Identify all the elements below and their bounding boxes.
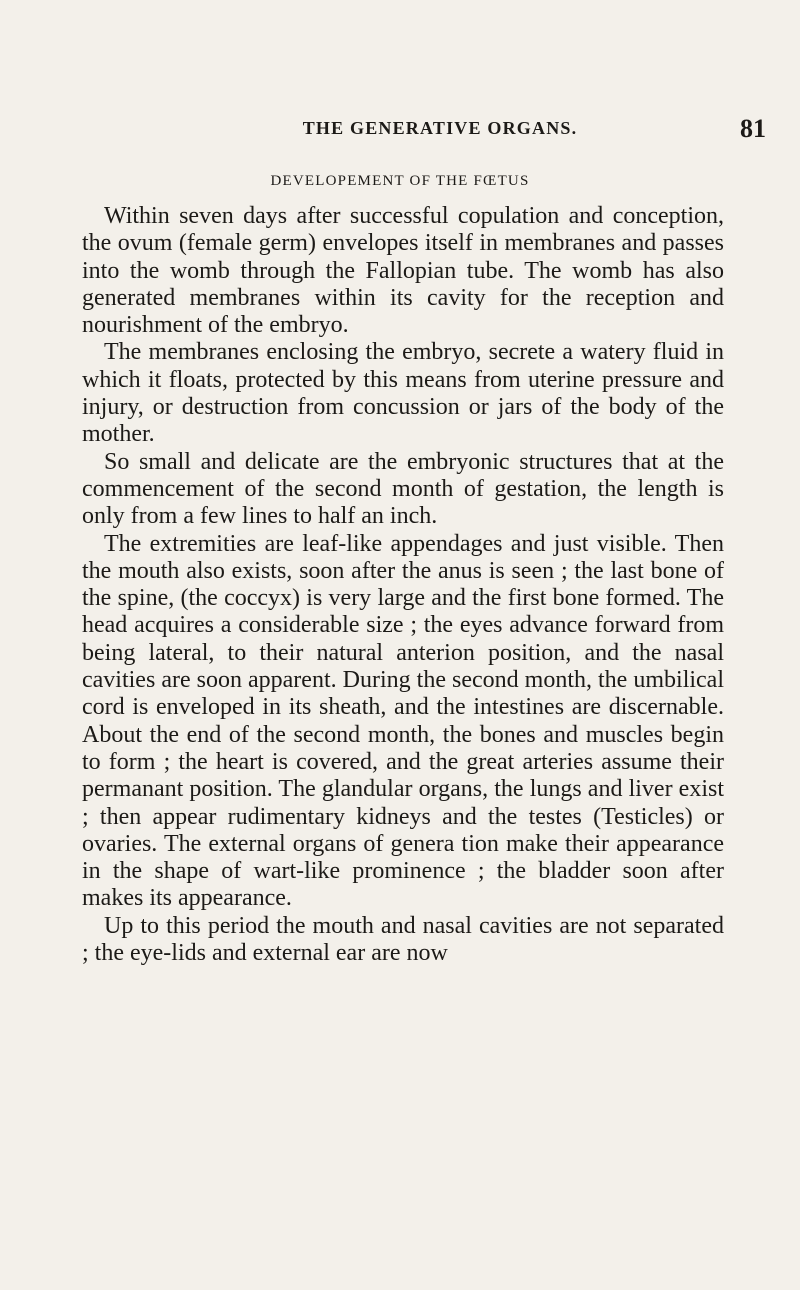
body-text <box>82 203 724 967</box>
paragraph-4: The extremities are leaf-like appendages and just visible. Then the mouth also exists, soon after the anus is seen ; the last bone of the spine, (the coccyx) is very large and the first bone formed. The head acquires a considerable size ; the eyes advance forward from being lateral, to their natural anterion position, and the nasal cavities are soon apparent. During the second month, the umbilical cord is enveloped in its sheath, and the intestines are discernable. About the end of the second month, the bones and muscles begin to form ; the heart is covered, and the great arteries assume their permanant position. The glandular organs, the lungs and liver exist ; then appear rudimentary kidneys and the testes (Testicles) or ovaries. The external organs of genera tion make their appearance in the shape of wart-like prominence ; the bladder soon after makes its appearance. <box>82 530 724 912</box>
running-title: THE GENERATIVE ORGANS. <box>302 118 578 138</box>
paragraph-5: Up to this period the mouth and nasal cavities are not separated ; the eye-lids and external ear are now <box>82 912 724 967</box>
paragraph-2: The membranes enclosing the embryo, secrete a watery fluid in which it floats, protected by this means from uterine pressure and injury, or destruction from concussion or jars of the body of the mother. <box>82 339 724 448</box>
paragraph-1: Within seven days after successful copulation and conception, the ovum (female germ) envelopes itself in membranes and passes into the womb through the Fallopian tube. The womb has also generated membranes within its cavity for the reception and nourishment of the embryo. <box>82 203 724 339</box>
page-number: 81 <box>740 114 766 143</box>
section-heading: DEVELOPEMENT OF THE FŒTUS <box>270 173 530 189</box>
running-head <box>160 114 766 146</box>
paragraph-3: So small and delicate are the embryonic structures that at the commencement of the second month of gestation, the length is only from a few lines to half an inch. <box>82 448 724 530</box>
